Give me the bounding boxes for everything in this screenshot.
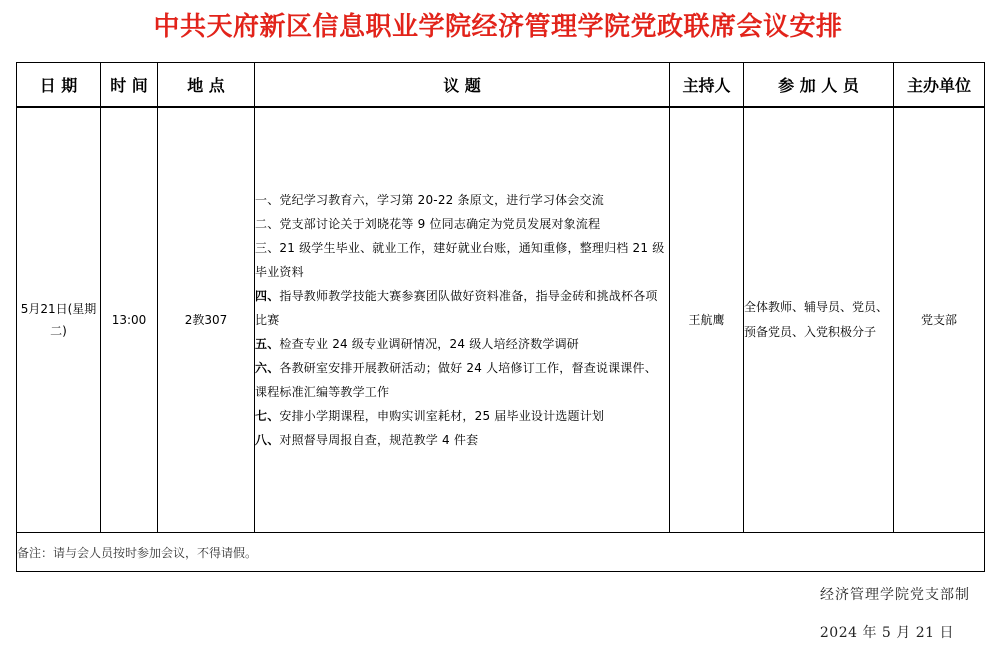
agenda-item: [255, 188, 669, 212]
agenda-item: [255, 284, 669, 332]
header-organizer: 主办单位: [894, 63, 985, 108]
agenda-list: [255, 188, 669, 452]
footer-date: 2024 年 5 月 21 日: [819, 625, 954, 641]
header-date: 日 期: [17, 63, 101, 108]
agenda-item-number: 五、: [255, 337, 280, 351]
header-agenda: 议 题: [255, 63, 670, 108]
agenda-item-number: 八、: [255, 433, 280, 447]
agenda-item-text: 21 级学生毕业、就业工作，建好就业台账，通知重修，整理归档 21 级毕业资料: [255, 241, 665, 279]
header-attendees: 参 加 人 员: [744, 63, 894, 108]
agenda-item-text: 党纪学习教育六，学习第 20-22 条原文，进行学习体会交流: [279, 193, 604, 207]
page-title: 中共天府新区信息职业学院经济管理学院党政联席会议安排: [153, 12, 843, 42]
agenda-item-text: 党支部讨论关于刘晓花等 9 位同志确定为党员发展对象流程: [279, 217, 601, 231]
header-time: 时 间: [101, 63, 158, 108]
header-host: 主持人: [670, 63, 744, 108]
agenda-item-number: 四、: [255, 289, 280, 303]
agenda-item-text: 对照督导周报自查，规范教学 4 件套: [279, 433, 479, 447]
agenda-item-text: 指导教师教学技能大赛参赛团队做好资料准备，指导金砖和挑战杯各项比赛: [255, 289, 658, 327]
header-place: 地 点: [158, 63, 255, 108]
note-row: [17, 533, 985, 572]
agenda-item-text: 检查专业 24 级专业调研情况，24 级人培经济数学调研: [279, 337, 579, 351]
agenda-cell: [255, 107, 670, 533]
meeting-attendees: 全体教师、辅导员、党员、预备党员、入党积极分子: [744, 107, 894, 533]
agenda-item: [255, 356, 669, 404]
agenda-item: [255, 212, 669, 236]
meeting-date: 5月21日(星期二): [17, 107, 101, 533]
meeting-schedule-table: [16, 62, 985, 572]
agenda-item: [255, 428, 669, 452]
agenda-item: [255, 236, 669, 284]
agenda-item: [255, 332, 669, 356]
footer-organization: 经济管理学院党支部制: [820, 587, 970, 603]
agenda-item-number: 二、: [255, 217, 280, 231]
meeting-organizer: 党支部: [894, 107, 985, 533]
table-row: [17, 107, 985, 533]
note-text: 备注：请与会人员按时参加会议，不得请假。: [17, 533, 985, 572]
agenda-item-number: 七、: [255, 409, 280, 423]
table-header-row: [17, 63, 985, 108]
agenda-item-number: 三、: [255, 241, 280, 255]
agenda-item-number: 一、: [255, 193, 280, 207]
meeting-place: 2教307: [158, 107, 255, 533]
agenda-item-number: 六、: [255, 361, 280, 375]
agenda-item: [255, 404, 669, 428]
meeting-time: 13:00: [101, 107, 158, 533]
meeting-host: 王航鹰: [670, 107, 744, 533]
agenda-item-text: 安排小学期课程，申购实训室耗材，25 届毕业设计选题计划: [279, 409, 605, 423]
agenda-item-text: 各教研室安排开展教研活动；做好 24 人培修订工作，督查说课课件、课程标准汇编等教学工作: [255, 361, 657, 399]
